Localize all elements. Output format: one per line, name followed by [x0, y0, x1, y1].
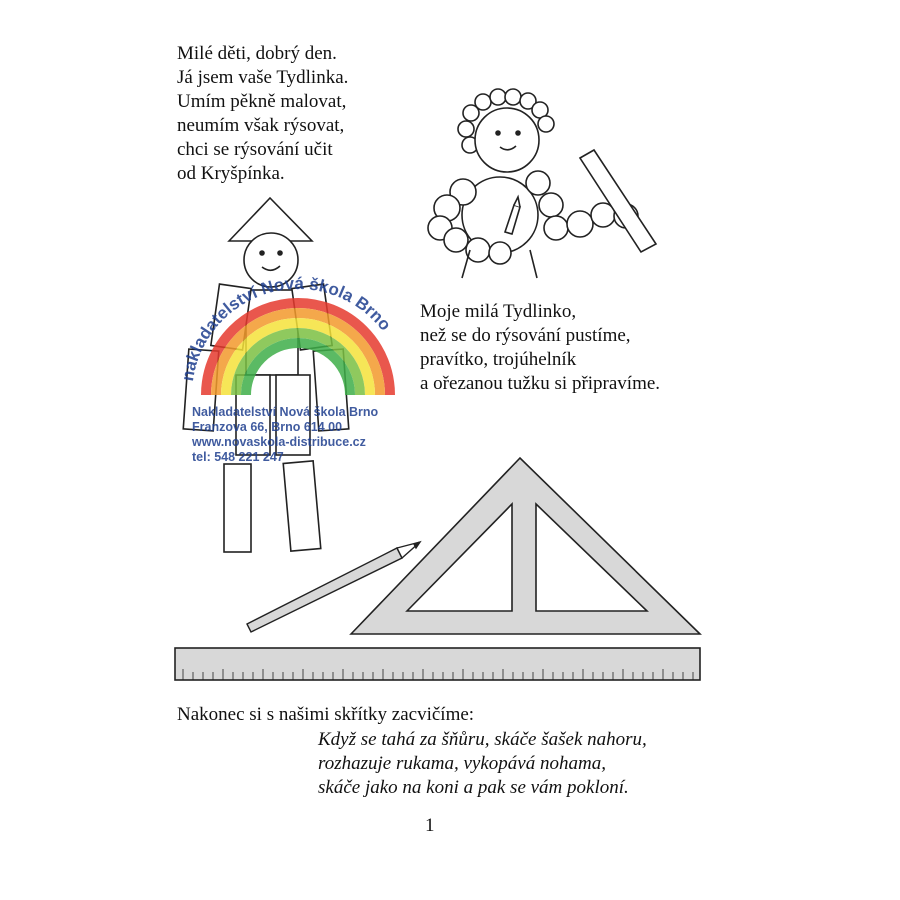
watermark-line: Nakladatelství Nová škola Brno [192, 405, 379, 419]
poem-line: a ořezanou tužku si připravíme. [420, 373, 661, 394]
watermark-address [192, 405, 378, 465]
poem-line: Moje milá Tydlinko, [420, 301, 577, 322]
poem-line: Umím pěkně malovat, [177, 91, 347, 112]
exercise-verse [318, 728, 647, 800]
poem-tydlinka [177, 42, 348, 186]
poem-line: Já jsem vaše Tydlinka. [177, 67, 349, 88]
verse-line: Když se tahá za šňůru, skáče šašek nahoru, [318, 729, 647, 750]
page-number: 1 [425, 815, 435, 836]
watermark-arc-text: nakladatelství Nová škola Brno [177, 273, 395, 383]
poem-kryspinek [420, 300, 660, 396]
watermark-line: tel: 548 221 247 [192, 450, 284, 464]
watermark-line: www.novaskola-distribuce.cz [192, 435, 366, 449]
poem-line: Milé děti, dobrý den. [177, 43, 337, 64]
poem-line: pravítko, trojúhelník [420, 349, 577, 370]
poem-line: chci se rýsování učit [177, 139, 333, 160]
verse-line: rozhazuje rukama, vykopává nohama, [318, 753, 606, 774]
poem-line: od Kryšpínka. [177, 163, 285, 184]
verse-line: skáče jako na koni a pak se vám pokloní. [318, 777, 629, 798]
poem-line: neumím však rýsovat, [177, 115, 345, 136]
poem-line: než se do rýsování pustíme, [420, 325, 631, 346]
ruler [175, 648, 700, 680]
watermark-line: Franzova 66, Brno 614 00 [192, 420, 343, 434]
tydlinka-figure [428, 89, 656, 278]
exercise-intro: Nakonec si s našimi skřítky zacvičíme: [177, 704, 475, 725]
